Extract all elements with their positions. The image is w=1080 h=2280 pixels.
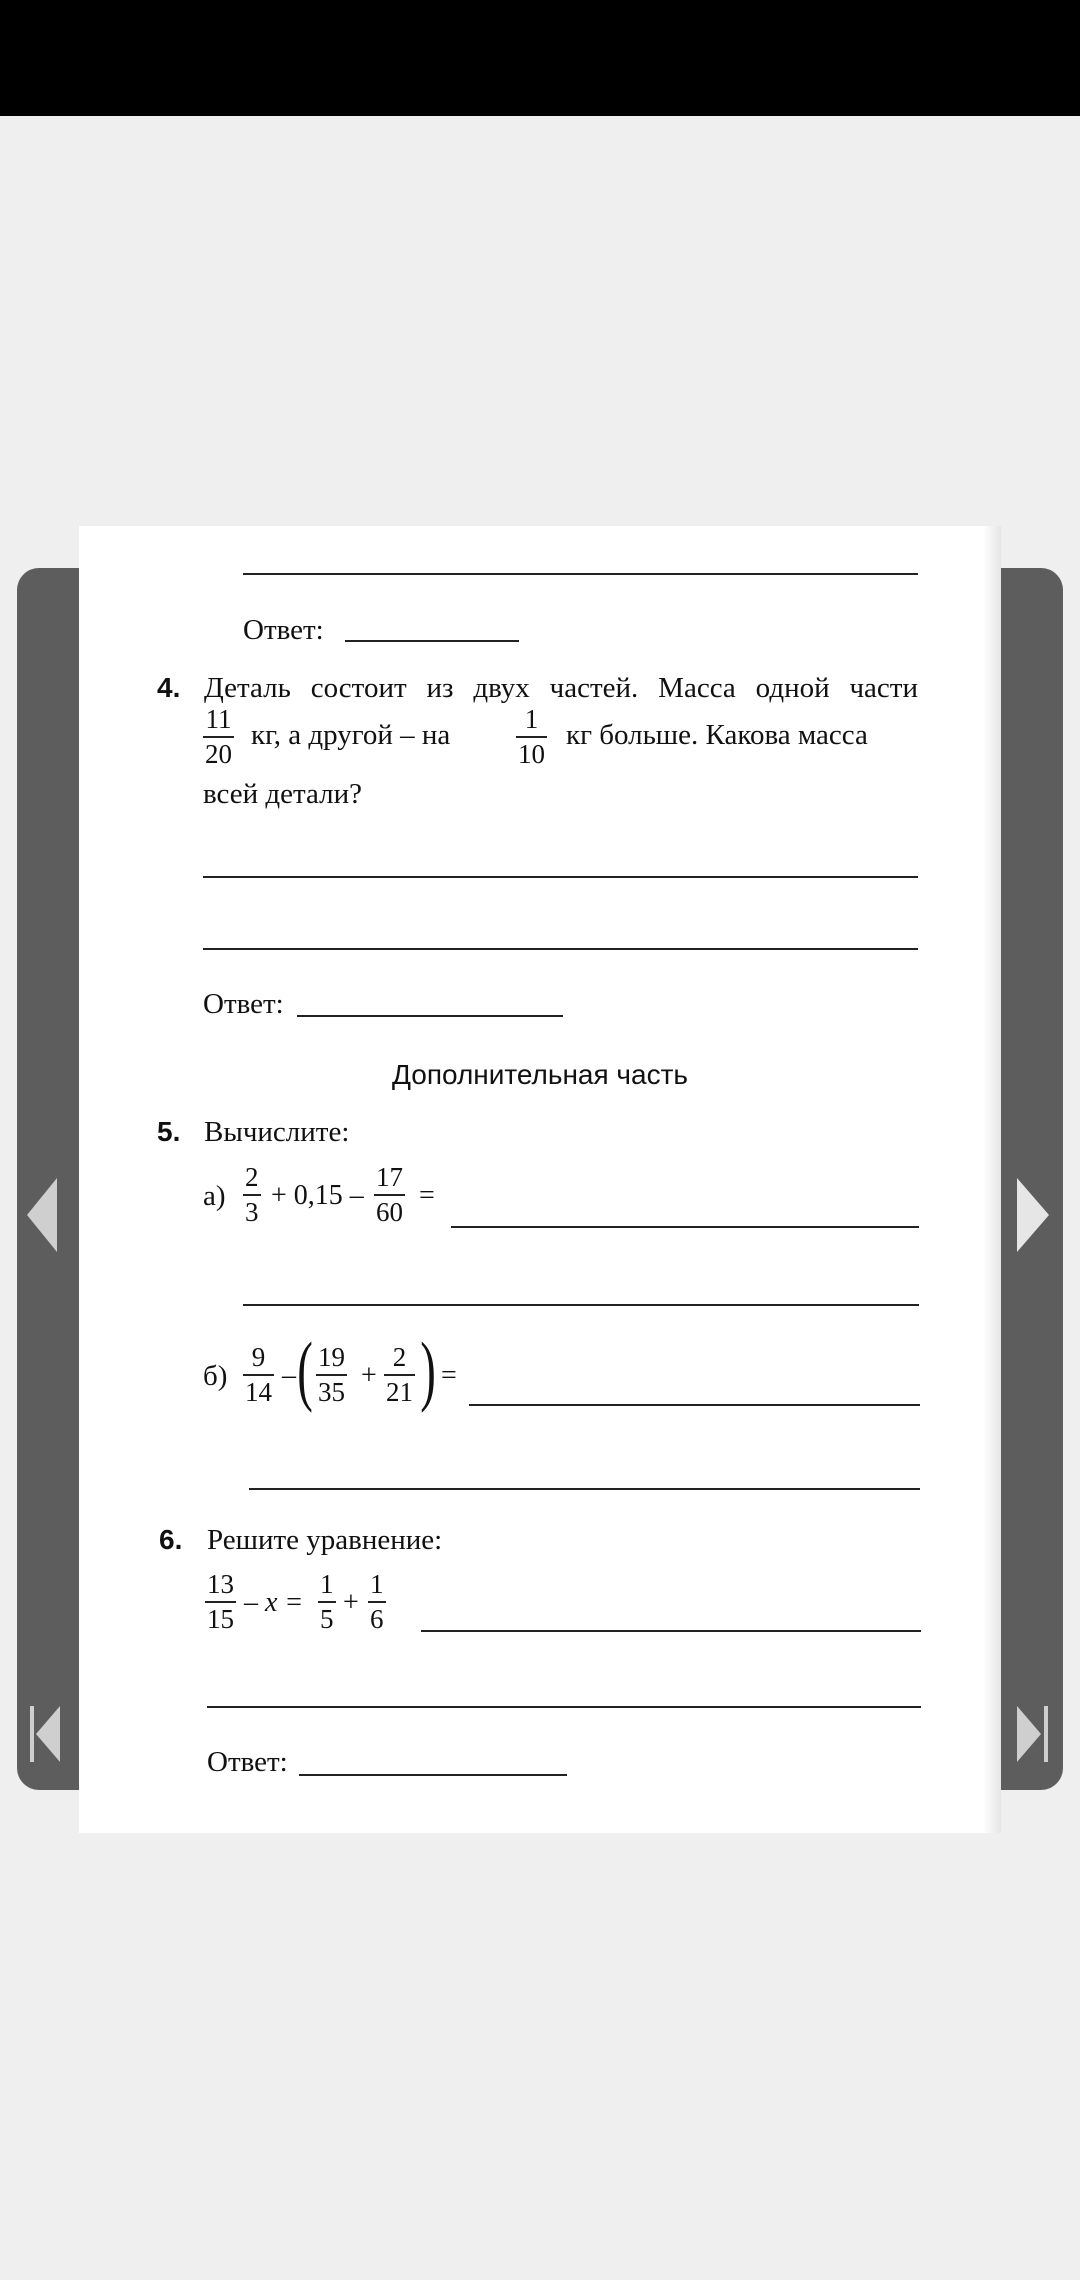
answer-line [469,1404,920,1406]
task-number: 6. [159,1524,183,1555]
fraction-1-5: 1 5 [320,1569,334,1634]
equals-sign: = [419,1180,435,1211]
open-parenthesis: ( [297,1326,313,1413]
answer-blank [345,640,519,642]
fraction-11-20: 11 20 [205,704,232,769]
plus-sign: + [361,1360,377,1391]
plus-sign: + [343,1587,359,1618]
fraction-17-60: 17 60 [376,1162,403,1227]
answer-label: Ответ: [207,1746,288,1778]
fraction-9-14: 9 14 [245,1342,272,1407]
fraction-19-35: 19 35 [318,1342,345,1407]
left-nav-strip [17,568,79,1790]
answer-label: Ответ: [203,988,284,1020]
task4-mid1: кг, а другой – на [251,719,451,751]
answer-line [203,876,918,878]
equation-part: – x = [244,1587,304,1618]
page-edge-shadow [983,526,1001,1833]
fraction-2-3: 2 3 [245,1162,259,1227]
item-label: а) [203,1180,226,1212]
fraction-13-15: 13 15 [207,1569,234,1634]
equals-sign: = [441,1360,457,1391]
task-number: 5. [157,1116,181,1147]
item-label: б) [203,1360,228,1392]
task4-mid2: кг больше. Какова масса [566,719,868,751]
answer-blank [299,1774,567,1776]
task4-line3: всей детали? [203,778,363,810]
fraction-1-10: 1 10 [518,704,545,769]
answer-line [207,1706,921,1708]
fraction-1-6: 1 6 [370,1569,384,1634]
answer-line [243,573,918,575]
answer-line [451,1226,919,1228]
answer-line [421,1630,921,1632]
task-number: 4. [157,672,181,703]
task6-prompt: Решите уравнение: [207,1524,443,1556]
skip-last-icon[interactable] [1017,1706,1049,1762]
task4-line1: Деталь состоит из двух частей. Масса одной части [204,672,918,704]
close-parenthesis: ) [420,1326,436,1413]
minus-sign: – [282,1360,296,1391]
answer-line [203,948,918,950]
answer-line [243,1304,919,1306]
answer-line [249,1488,920,1490]
fraction-2-21: 2 21 [386,1342,413,1407]
expression-part: + 0,15 – [271,1180,364,1211]
right-nav-strip [1001,568,1063,1790]
document-page[interactable] [79,526,1001,1833]
answer-blank [297,1015,563,1017]
status-bar [0,0,1080,116]
section-title: Дополнительная часть [391,1059,689,1090]
triangle-left-icon[interactable] [27,1178,57,1252]
skip-first-icon[interactable] [30,1706,60,1762]
answer-label: Ответ: [243,614,324,646]
triangle-right-icon[interactable] [1017,1178,1049,1252]
task5-prompt: Вычислите: [204,1116,350,1148]
